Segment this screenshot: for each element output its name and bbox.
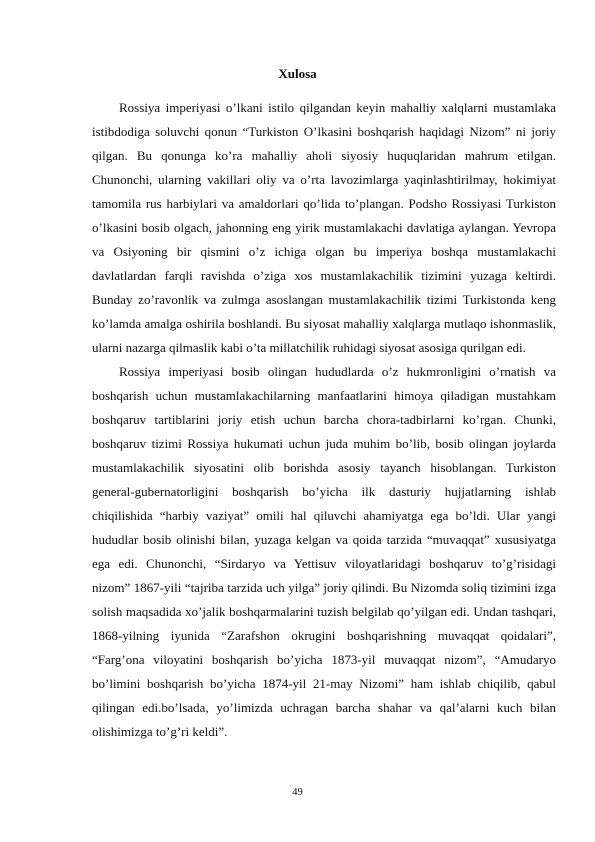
paragraph-2: Rossiya imperiyasi bosib olingan hududlarda o’z hukmronligini o’rnatish va boshqarish uchun mustamlakachilarning manfaatlarini himoya qiladigan mustahkam boshqaruv tartiblarini joriy etish uchun barcha chora-tadbirlarni ko’rgan. Chunki, boshqaruv tizimi Rossiya hukumati uchun juda muhim bo’lib, bosib olingan joylarda mustamlakachilik siyosatini olib borishda asosiy tayanch hisoblangan. Turkiston general-gubernatorligini boshqarish bo’yicha ilk dasturiy hujjatlarning ishlab chiqilishida “harbiy vaziyat” omili hal qiluvchi ahamiyatga ega bo’ldi. Ular yangi hududlar bosib olinishi bilan, yuzaga kelgan va qoida tarzida “muvaqqat” xususiyatga ega edi. Chunonchi, “Sirdaryo va Yettisuv viloyatlaridagi boshqaruv to’g’risidagi nizom” 1867-yili “tajriba tarzida uch yilga” joriy qilindi. Bu Nizomda soliq tizimini izga solish maqsadida xo’jalik boshqarmalarini tuzish belgilab qo’yilgan edi. Undan tashqari, 1868-yilning iyunida “Zarafshon okrugini boshqarishning muvaqqat qoidalari”, “Farg’ona viloyatini boshqarish bo’yicha 1873-yil muvaqqat nizom”, “Amudaryo bo’limini boshqarish bo’yicha 1874-yil 21-may Nizomi” ham ishlab chiqilib, qabul qilingan edi.bo’lsada, yo’limizda uchragan barcha shahar va qal’alarni kuch bilan olishimizga to’g’ri keldi”. (92, 364, 556, 739)
body-text (92, 96, 556, 744)
paragraph-1: Rossiya imperiyasi o’lkani istilo qilgandan keyin mahalliy xalqlarni mustamlaka istibdodiga soluvchi qonun “Turkiston O’lkasini boshqarish haqidagi Nizom” ni joriy qilgan. Bu qonunga ko’ra mahalliy aholi siyosiy huquqlaridan mahrum etilgan. Chunonchi, ularning vakillari oliy va o’rta lavozimlarga yaqinlashtirilmay, hokimiyat tamomila rus harbiylari va amaldorlari qo’lida to’plangan. Podsho Rossiyasi Turkiston o’lkasini bosib olgach, jahonning eng yirik mustamlakachi davlatiga aylangan. Yevropa va Osiyoning bir qismini o’z ichiga olgan bu imperiya boshqa mustamlakachi davlatlardan farqli ravishda o’ziga xos mustamlakachilik tizimini yuzaga keltirdi. Bunday zo’ravonlik va zulmga asoslangan mustamlakachilik tizimi Turkistonda keng ko’lamda amalga oshirila boshlandi. Bu siyosat mahalliy xalqlarga mutlaqo ishonmaslik, ularni nazarga qilmaslik kabi o’ta millatchilik ruhidagi siyosat asosiga qurilgan edi. (92, 100, 556, 355)
page-number: 49 (292, 787, 303, 798)
section-title: Xulosa (278, 66, 317, 81)
